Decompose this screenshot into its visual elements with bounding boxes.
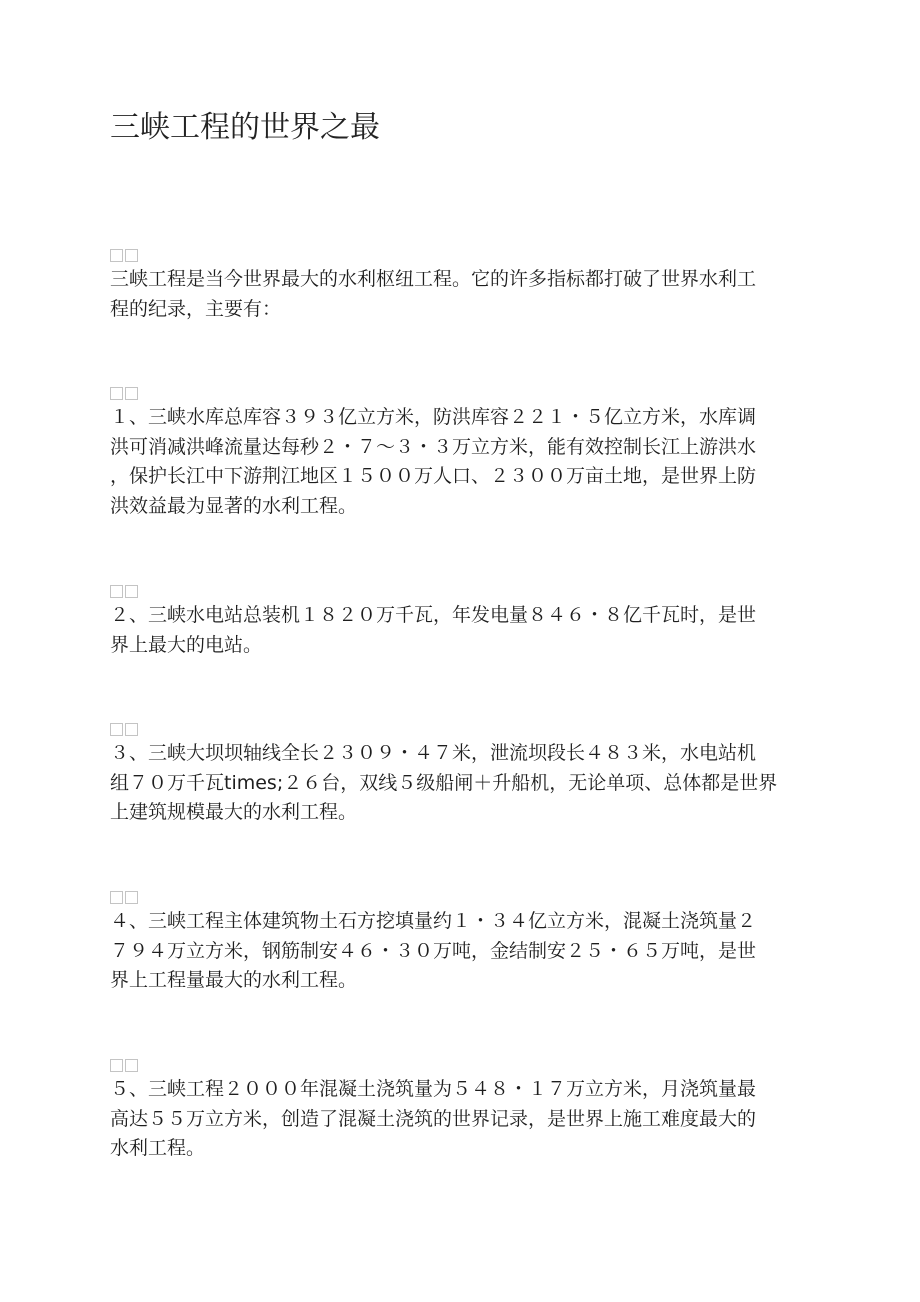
missing-glyph-marker — [110, 719, 810, 739]
missing-glyph-marker — [110, 887, 810, 907]
missing-glyph-marker — [110, 581, 810, 601]
paragraph-text: 三峡工程是当今世界最大的水利枢纽工程。它的许多指标都打破了世界水利工 程的纪录，主要有： — [110, 268, 757, 320]
paragraph-item-1 — [110, 383, 810, 521]
paragraph-item-2 — [110, 581, 810, 660]
page-title: 三峡工程的世界之最 — [110, 110, 380, 145]
paragraph-item-5 — [110, 1055, 810, 1164]
paragraph-item-4 — [110, 887, 810, 996]
paragraph-text: １、三峡水库总库容３９３亿立方米，防洪库容２２１・５亿立方米，水库调 洪可消减洪峰流量达每秒２・７～３・３万立方米，能有效控制长江上游洪水 ，保护长江中下游荆江地区１５００万人口、２３００万亩土地，是世界上防 洪效益最为显著的水利工程。 — [110, 406, 757, 517]
paragraph-item-3 — [110, 719, 810, 828]
paragraph-text: ３、三峡大坝坝轴线全长２３０９・４７米，泄流坝段长４８３米，水电站机 组７０万千瓦times;２６台，双线５级船闸＋升船机，无论单项、总体都是世界 上建筑规模最大的水利工程。 — [110, 742, 778, 823]
paragraph-text: ２、三峡水电站总装机１８２０万千瓦，年发电量８４６・８亿千瓦时，是世 界上最大的电站。 — [110, 604, 757, 656]
paragraph-intro — [110, 245, 810, 324]
missing-glyph-marker — [110, 1055, 810, 1075]
paragraph-text: ５、三峡工程２０００年混凝土浇筑量为５４８・１７万立方米，月浇筑量最 高达５５万立方米，创造了混凝土浇筑的世界记录，是世界上施工难度最大的 水利工程。 — [110, 1078, 757, 1159]
missing-glyph-marker — [110, 245, 810, 265]
paragraph-text: ４、三峡工程主体建筑物土石方挖填量约１・３４亿立方米，混凝土浇筑量２ ７９４万立方米，钢筋制安４６・３０万吨，金结制安２５・６５万吨，是世 界上工程量最大的水利工程。 — [110, 910, 757, 991]
missing-glyph-marker — [110, 383, 810, 403]
